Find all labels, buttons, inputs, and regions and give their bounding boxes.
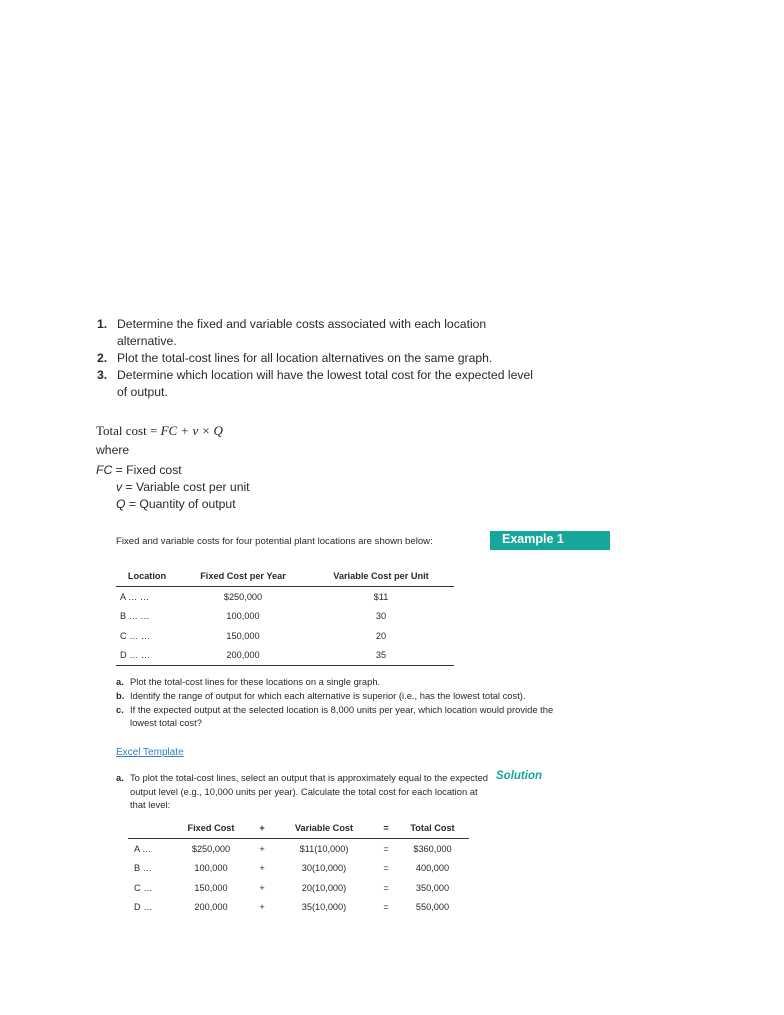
definition-text: = Quantity of output: [125, 497, 236, 511]
table-row: [116, 626, 454, 646]
table-row: [128, 878, 469, 898]
question-letter: a.: [116, 676, 124, 687]
formula-equals: =: [146, 423, 161, 438]
formula-label: Total cost: [96, 423, 147, 438]
variable-cost-cell: 35(10,000): [301, 902, 347, 913]
question-letter: b.: [116, 690, 125, 701]
table-header-row: [116, 566, 454, 587]
variable-cost-cell: 30: [375, 611, 387, 622]
location-cell: A …: [134, 843, 152, 854]
step-item: [97, 316, 537, 350]
step-number: 2.: [97, 351, 108, 365]
example-questions: [116, 675, 556, 730]
definition-variable-cost: [116, 480, 250, 494]
definition-text: = Fixed cost: [112, 463, 182, 477]
table-row: [116, 646, 454, 666]
location-cell: A … …: [120, 591, 150, 602]
column-header-total-cost: Total Cost: [396, 818, 469, 839]
location-cell: C …: [134, 882, 153, 893]
question-item: [116, 703, 556, 729]
column-header-fixed-cost: Fixed Cost per Year: [178, 566, 308, 587]
column-header-equals: =: [376, 818, 396, 839]
total-cost-cell: 550,000: [415, 902, 450, 913]
fixed-cost-cell: $250,000: [191, 843, 231, 854]
total-cost-table: [128, 818, 469, 917]
table-header-row: [128, 818, 469, 839]
table-row: [116, 607, 454, 627]
equals-cell: =: [383, 863, 389, 874]
solution-step: [116, 771, 492, 813]
excel-template-link[interactable]: Excel Template: [116, 747, 184, 758]
question-text: Plot the total-cost lines for these locations on a single graph.: [130, 676, 381, 687]
equals-cell: =: [383, 902, 389, 913]
location-cell: D …: [134, 902, 153, 913]
definition-symbol: Q: [116, 497, 126, 511]
column-header-location: Location: [116, 566, 178, 587]
fixed-cost-cell: 150,000: [226, 630, 260, 641]
fixed-cost-cell: $250,000: [223, 591, 263, 602]
fixed-cost-cell: 200,000: [194, 902, 228, 913]
solution-letter: a.: [116, 772, 124, 783]
question-item: [116, 689, 556, 702]
plus-cell: +: [259, 863, 265, 874]
location-cell: B … …: [120, 611, 150, 622]
definition-quantity: [116, 497, 236, 511]
column-header-plus: +: [252, 818, 272, 839]
fixed-cost-cell: 100,000: [226, 611, 260, 622]
step-number: 3.: [97, 368, 108, 382]
step-number: 1.: [97, 317, 108, 331]
table-row: [128, 859, 469, 879]
equals-cell: =: [383, 882, 389, 893]
column-header-location: [128, 818, 170, 839]
definition-symbol: v: [116, 480, 123, 494]
location-cell: B …: [134, 863, 152, 874]
table-row: [128, 898, 469, 918]
example-badge: Example 1: [490, 531, 610, 550]
question-letter: c.: [116, 704, 124, 715]
example-intro: Fixed and variable costs for four potential plant locations are shown below:: [116, 536, 433, 547]
total-cost-formula: [96, 423, 223, 439]
variable-cost-cell: 35: [308, 646, 454, 666]
solution-item: [116, 771, 492, 812]
fixed-cost-cell: 100,000: [194, 863, 228, 874]
step-text: Plot the total-cost lines for all location alternatives on the same graph.: [117, 351, 493, 365]
variable-cost-cell: $11: [373, 591, 389, 602]
question-item: [116, 675, 556, 688]
variable-cost-cell: 20(10,000): [301, 882, 347, 893]
fixed-cost-cell: 150,000: [194, 882, 228, 893]
column-header-fixed-cost: Fixed Cost: [170, 818, 252, 839]
total-cost-cell: 400,000: [415, 863, 450, 874]
total-cost-cell: $360,000: [413, 843, 452, 854]
step-text: Determine the fixed and variable costs associated with each location alternative.: [117, 317, 487, 348]
location-cost-table: [116, 566, 454, 666]
variable-cost-cell: $11(10,000): [299, 843, 349, 854]
fixed-cost-cell: 200,000: [178, 646, 308, 666]
variable-cost-cell: 30(10,000): [301, 863, 347, 874]
location-cell: C … …: [120, 630, 151, 641]
column-header-variable-cost: Variable Cost per Unit: [308, 566, 454, 587]
definition-symbol: FC: [96, 463, 113, 477]
plus-cell: +: [259, 843, 265, 854]
where-label: where: [96, 443, 130, 457]
step-item: [97, 367, 537, 401]
solution-text: To plot the total-cost lines, select an output that is approximately equal to the expected output level (e.g., 10,000 units per year). Calculate the total cost for each location at that level:: [130, 772, 489, 810]
table-row: [116, 587, 454, 607]
plus-cell: +: [259, 882, 265, 893]
solution-label: Solution: [496, 770, 542, 782]
variable-cost-cell: 20: [375, 630, 387, 641]
table-row: [128, 839, 469, 859]
equals-cell: =: [383, 843, 389, 854]
total-cost-cell: 350,000: [415, 882, 450, 893]
step-text: Determine which location will have the lowest total cost for the expected level of output.: [117, 368, 533, 399]
step-item: [97, 350, 537, 367]
location-cell: D … …: [116, 646, 178, 666]
procedure-steps: [97, 316, 537, 401]
definition-text: = Variable cost per unit: [122, 480, 250, 494]
plus-cell: +: [259, 902, 265, 913]
formula-expression: FC + v × Q: [160, 423, 223, 438]
definition-fixed-cost: [96, 463, 182, 477]
question-text: If the expected output at the selected location is 8,000 units per year, which location would provide the lowest total cost?: [130, 704, 554, 728]
column-header-variable-cost: Variable Cost: [272, 818, 376, 839]
question-text: Identify the range of output for which each alternative is superior (i.e., has the lowest total cost).: [130, 690, 526, 701]
